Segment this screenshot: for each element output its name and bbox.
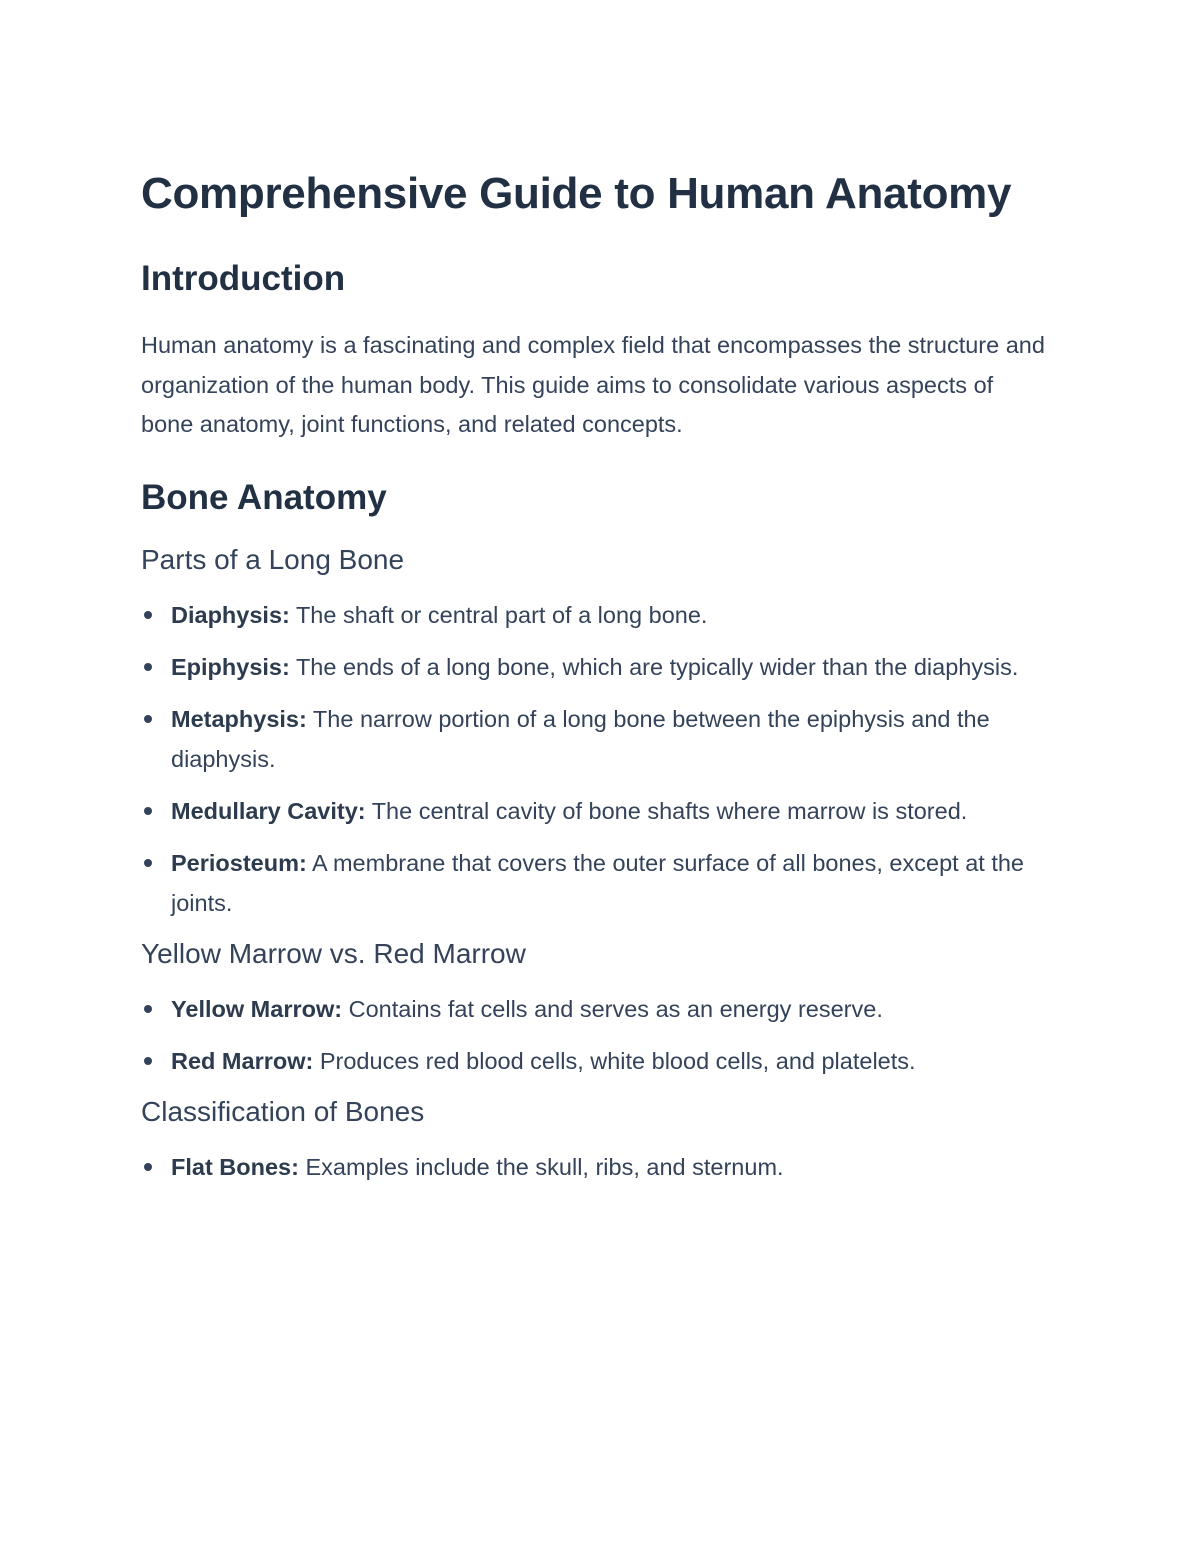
bullet-icon <box>144 1163 152 1171</box>
list-item-term: Periosteum: <box>171 849 307 876</box>
parts-of-long-bone-heading: Parts of a Long Bone <box>141 543 405 575</box>
list-item-term: Medullary Cavity: <box>171 797 366 824</box>
list-item-term: Flat Bones: <box>171 1153 299 1180</box>
list-item <box>141 1147 1051 1187</box>
introduction-paragraph: Human anatomy is a fascinating and complex field that encompasses the structure and organization of the human body. This guide aims to consolidate various aspects of bone anatomy, joint functions, and related concepts. <box>141 332 1045 437</box>
list-item-text: The shaft or central part of a long bone. <box>289 601 708 628</box>
list-item <box>141 791 1051 831</box>
list-item <box>141 647 1051 687</box>
list-item-text: Examples include the skull, ribs, and sternum. <box>298 1153 784 1180</box>
bullet-icon <box>144 1057 152 1065</box>
classification-list <box>141 1147 1051 1187</box>
bone-anatomy-heading: Bone Anatomy <box>141 477 387 517</box>
list-item-text: Contains fat cells and serves as an energy reserve. <box>342 995 883 1022</box>
list-item-text: Produces red blood cells, white blood cells, and platelets. <box>313 1047 916 1074</box>
list-item <box>141 1041 1051 1081</box>
list-item-term: Diaphysis: <box>171 601 290 628</box>
bullet-icon <box>144 715 152 723</box>
introduction-heading: Introduction <box>141 259 346 298</box>
list-item-term: Epiphysis: <box>171 653 290 680</box>
bullet-icon <box>144 611 152 619</box>
list-item-term: Metaphysis: <box>171 705 307 732</box>
list-item-text: The ends of a long bone, which are typically wider than the diaphysis. <box>289 653 1019 680</box>
document-page <box>141 162 1051 1199</box>
list-item <box>141 843 1051 923</box>
bullet-icon <box>144 663 152 671</box>
list-item <box>141 699 1051 779</box>
document-title: Comprehensive Guide to Human Anatomy <box>141 169 1012 218</box>
marrow-heading: Yellow Marrow vs. Red Marrow <box>141 937 526 969</box>
list-item-text: The central cavity of bone shafts where marrow is stored. <box>365 797 968 824</box>
list-item-text: The narrow portion of a long bone between the epiphysis and the diaphysis. <box>171 705 990 772</box>
list-item-term: Yellow Marrow: <box>171 995 343 1022</box>
bullet-icon <box>144 859 152 867</box>
list-item <box>141 989 1051 1029</box>
marrow-list <box>141 989 1051 1081</box>
list-item-term: Red Marrow: <box>171 1047 314 1074</box>
list-item-text: A membrane that covers the outer surface of all bones, except at the joints. <box>171 849 1024 916</box>
list-item <box>141 595 1051 635</box>
parts-of-long-bone-list <box>141 595 1051 923</box>
bullet-icon <box>144 807 152 815</box>
classification-heading: Classification of Bones <box>141 1095 425 1127</box>
bullet-icon <box>144 1005 152 1013</box>
